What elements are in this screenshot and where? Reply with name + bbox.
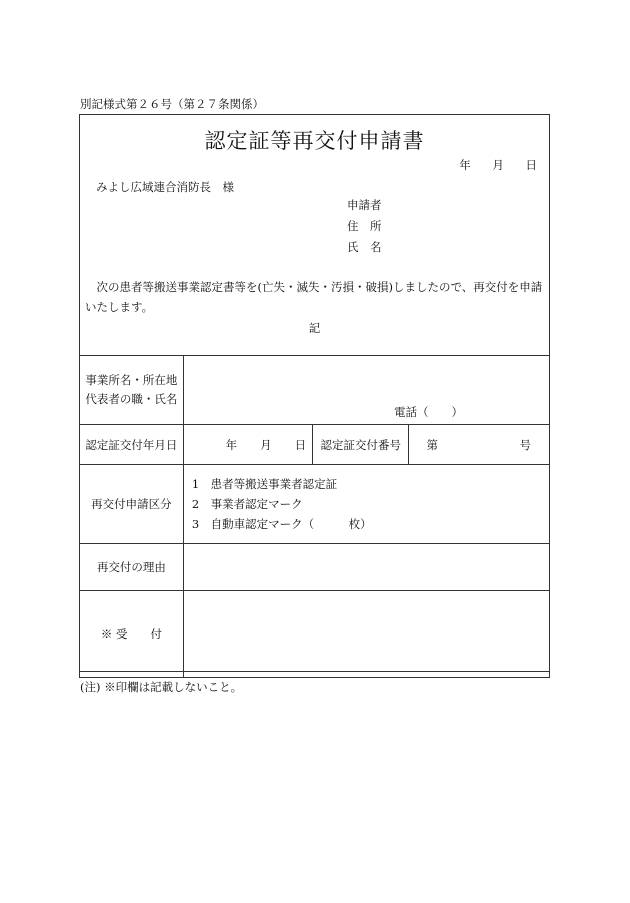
cert-number-field[interactable] [409,425,550,465]
category-options[interactable] [183,465,549,544]
office-field[interactable] [183,356,549,425]
applicant-address-label: 住 所 [347,219,382,233]
request-statement-line-2: いたします。 [85,300,154,314]
form-title: 認定証等再交付申請書 [204,129,425,153]
category-option-2[interactable]: 2 事業者認定マーク [191,497,303,511]
office-label-line-1: 事業所名・所在地 [85,373,178,387]
applicant-name-label: 氏 名 [347,240,382,254]
office-label-line-2: 代表者の職・氏名 [85,392,178,406]
reason-row [80,544,550,591]
reception-label: ※ 受 付 [80,591,184,678]
application-form [79,114,550,672]
issue-row [80,425,550,465]
office-label [80,356,184,425]
form-number: 別記様式第２６号（第２７条関係） [80,97,264,111]
cert-number-label: 認定証交付番号 [313,425,409,465]
ki-heading: 記 [308,321,321,335]
reason-label: 再交付の理由 [80,544,184,591]
reason-field[interactable] [183,544,549,591]
cert-number-prefix: 第 [426,437,438,452]
reception-row [80,591,550,678]
issue-date-field[interactable]: 年 月 日 [183,425,312,465]
category-option-1[interactable]: 1 患者等搬送事業者認定証 [191,477,338,491]
category-label: 再交付申請区分 [80,465,184,544]
request-statement [85,277,547,317]
reception-field [183,591,549,678]
request-statement-line-1: 次の患者等搬送事業認定書等を(亡失・滅失・汚損・破損)しましたので、再交付を申請 [96,280,543,294]
office-row [80,356,550,425]
category-option-3[interactable]: 3 自動車認定マーク（ 枚） [191,517,372,531]
cert-number-suffix: 号 [519,437,531,452]
issue-date-label: 認定証交付年月日 [80,425,184,465]
category-row [80,465,550,544]
addressee: みよし広域連合消防長 様 [96,180,234,194]
telephone-label: 電話（ ） [394,405,463,419]
date-line: 年 月 日 [459,158,537,172]
applicant-label: 申請者 [347,198,382,212]
details-table [79,355,550,678]
footnote: (注) ※印欄は記載しないこと。 [80,680,243,694]
